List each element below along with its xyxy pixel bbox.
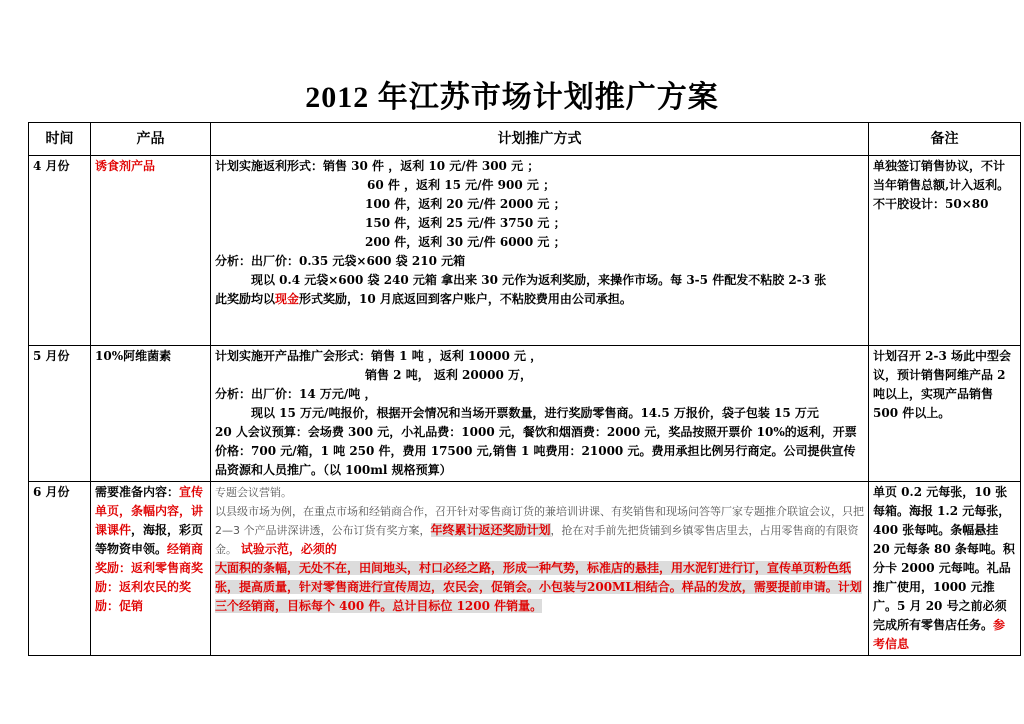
method-highlight: 大面积的条幅，无处不在，田间地头，村口必经之路，形成一种气势，标准店的悬挂，用水泥钉进行订，宣传单页粉色纸张，提高质量，针对零售商进行宣传周边，农民会，促销会。小包装与200ML相结合。样品的发放，需要提前申请。计划三个经销商，目标每个 400 件。总计目标位 1200 件销量。 [215, 561, 862, 613]
row-method [211, 156, 869, 346]
row-method [211, 482, 869, 656]
method-line: 20 人会议预算：会场费 300 元，小礼品费：1000 元，餐饮和烟酒费：2000 元，奖品按照开票价 10%的返利，开票价格：700 元/箱，1 吨 250 件，费用 17500 元,销售 1 吨费用：21000 元。费用承担比例另行商定。公司提供宣传品资源和人员推广。（以 100ml 规格预算） [215, 425, 857, 477]
row-product [91, 482, 211, 656]
header-time: 时间 [29, 123, 91, 156]
row-time: 5 月份 [29, 346, 91, 482]
product-red-items: 宣传单页，条幅内容，讲课课件 [95, 485, 204, 537]
method-body [215, 502, 864, 559]
method-text: 形式奖励，10 月底返回到客户账户，不粘胶费用由公司承担。 [299, 292, 632, 306]
method-line: 分析：出厂价：0.35 元袋×600 袋 210 元箱 [215, 254, 466, 268]
method-line: 200 件，返利 30 元/件 6000 元 ； [365, 235, 566, 249]
row-time: 4 月份 [29, 156, 91, 346]
method-line: 100 件，返利 20 元/件 2000 元 ； [365, 197, 566, 211]
header-product: 产品 [91, 123, 211, 156]
row-time: 6 月份 [29, 482, 91, 656]
table-header-row [29, 123, 1021, 156]
row-product: 诱食剂产品 [91, 156, 211, 346]
method-line: 60 件 ，返利 15 元/件 900 元 ； [367, 178, 556, 192]
method-line: 计划实施开产品推广会形式：销售 1 吨 ，返利 10000 元 ， [215, 349, 543, 363]
row-notes: 计划召开 2-3 场此中型会议，预计销售阿维产品 2 吨以上，实现产品销售 500 件以上。 [869, 346, 1021, 482]
method-line: 150 件，返利 25 元/件 3750 元 ； [365, 216, 566, 230]
product-prefix: 需要准备内容： [95, 485, 180, 499]
method-highlight: 年终累计返还奖励计划 [430, 523, 551, 537]
table-row [29, 156, 1021, 346]
row-notes: 单独签订销售协议，不计当年销售总额,计入返利。不干胶设计：50×80 [869, 156, 1021, 346]
method-text: 此奖励均以 [215, 292, 276, 306]
header-method: 计划推广方式 [211, 123, 869, 156]
method-line: 销售 2 吨， 返利 20000 万， [365, 368, 532, 382]
page-title: 2012 年江苏市场计划推广方案 [305, 81, 719, 114]
method-highlight-block [215, 559, 864, 616]
row-notes [869, 482, 1021, 656]
row-product: 10%阿维菌素 [91, 346, 211, 482]
table-row [29, 482, 1021, 656]
notes-text: 单页 0.2 元每张，10 张每箱。海报 1.2 元每张，400 张每吨。条幅悬挂 20 元每条 80 条每吨。积分卡 2000 元每吨。礼品推广使用，1000 元推广。5 月 20 号之前必须完成所有零售店任务。 [873, 485, 1015, 632]
row-method [211, 346, 869, 482]
product-rewards: 经销商奖励：返利零售商奖励：返利农民的奖励：促销 [95, 542, 204, 613]
notes-ref: 参考信息 [873, 618, 1006, 651]
method-line: 分析：出厂价：14 万元/吨 ， [215, 387, 377, 401]
method-gray-text: ，抢在对手前先把货铺到乡镇零售店里去，占用零售商的有限资金。 [215, 524, 859, 556]
method-intro: 专题会议营销。 [215, 486, 292, 499]
table-row [29, 346, 1021, 482]
method-line: 现以 15 万元/吨报价，根据开会情况和当场开票数量，进行奖励零售商。14.5 万报价，袋子包装 15 万元 [251, 406, 819, 420]
method-trial: 试验示范，必须的 [240, 542, 337, 556]
method-line: 计划实施返利形式：销售 30 件 ，返利 10 元/件 300 元 ； [215, 159, 540, 173]
plan-table [28, 122, 1021, 656]
method-line: 现以 0.4 元袋×600 袋 240 元箱 拿出来 30 元作为返利奖励，来操作市场。每 3-5 件配发不粘胶 2-3 张 [251, 273, 827, 287]
method-gray-text: 以县级市场为例，在重点市场和经销商合作，召开针对零售商订货的兼培训讲课、有奖销售和现场问答等厂家专题推介联谊会议，只把 2—3 个产品讲深讲透，公布订货有奖方案， [215, 505, 864, 537]
header-notes: 备注 [869, 123, 1021, 156]
product-mid: ，海报，彩页等物资申领。 [95, 523, 204, 556]
method-line [215, 290, 864, 309]
cash-highlight: 现金 [275, 292, 300, 306]
